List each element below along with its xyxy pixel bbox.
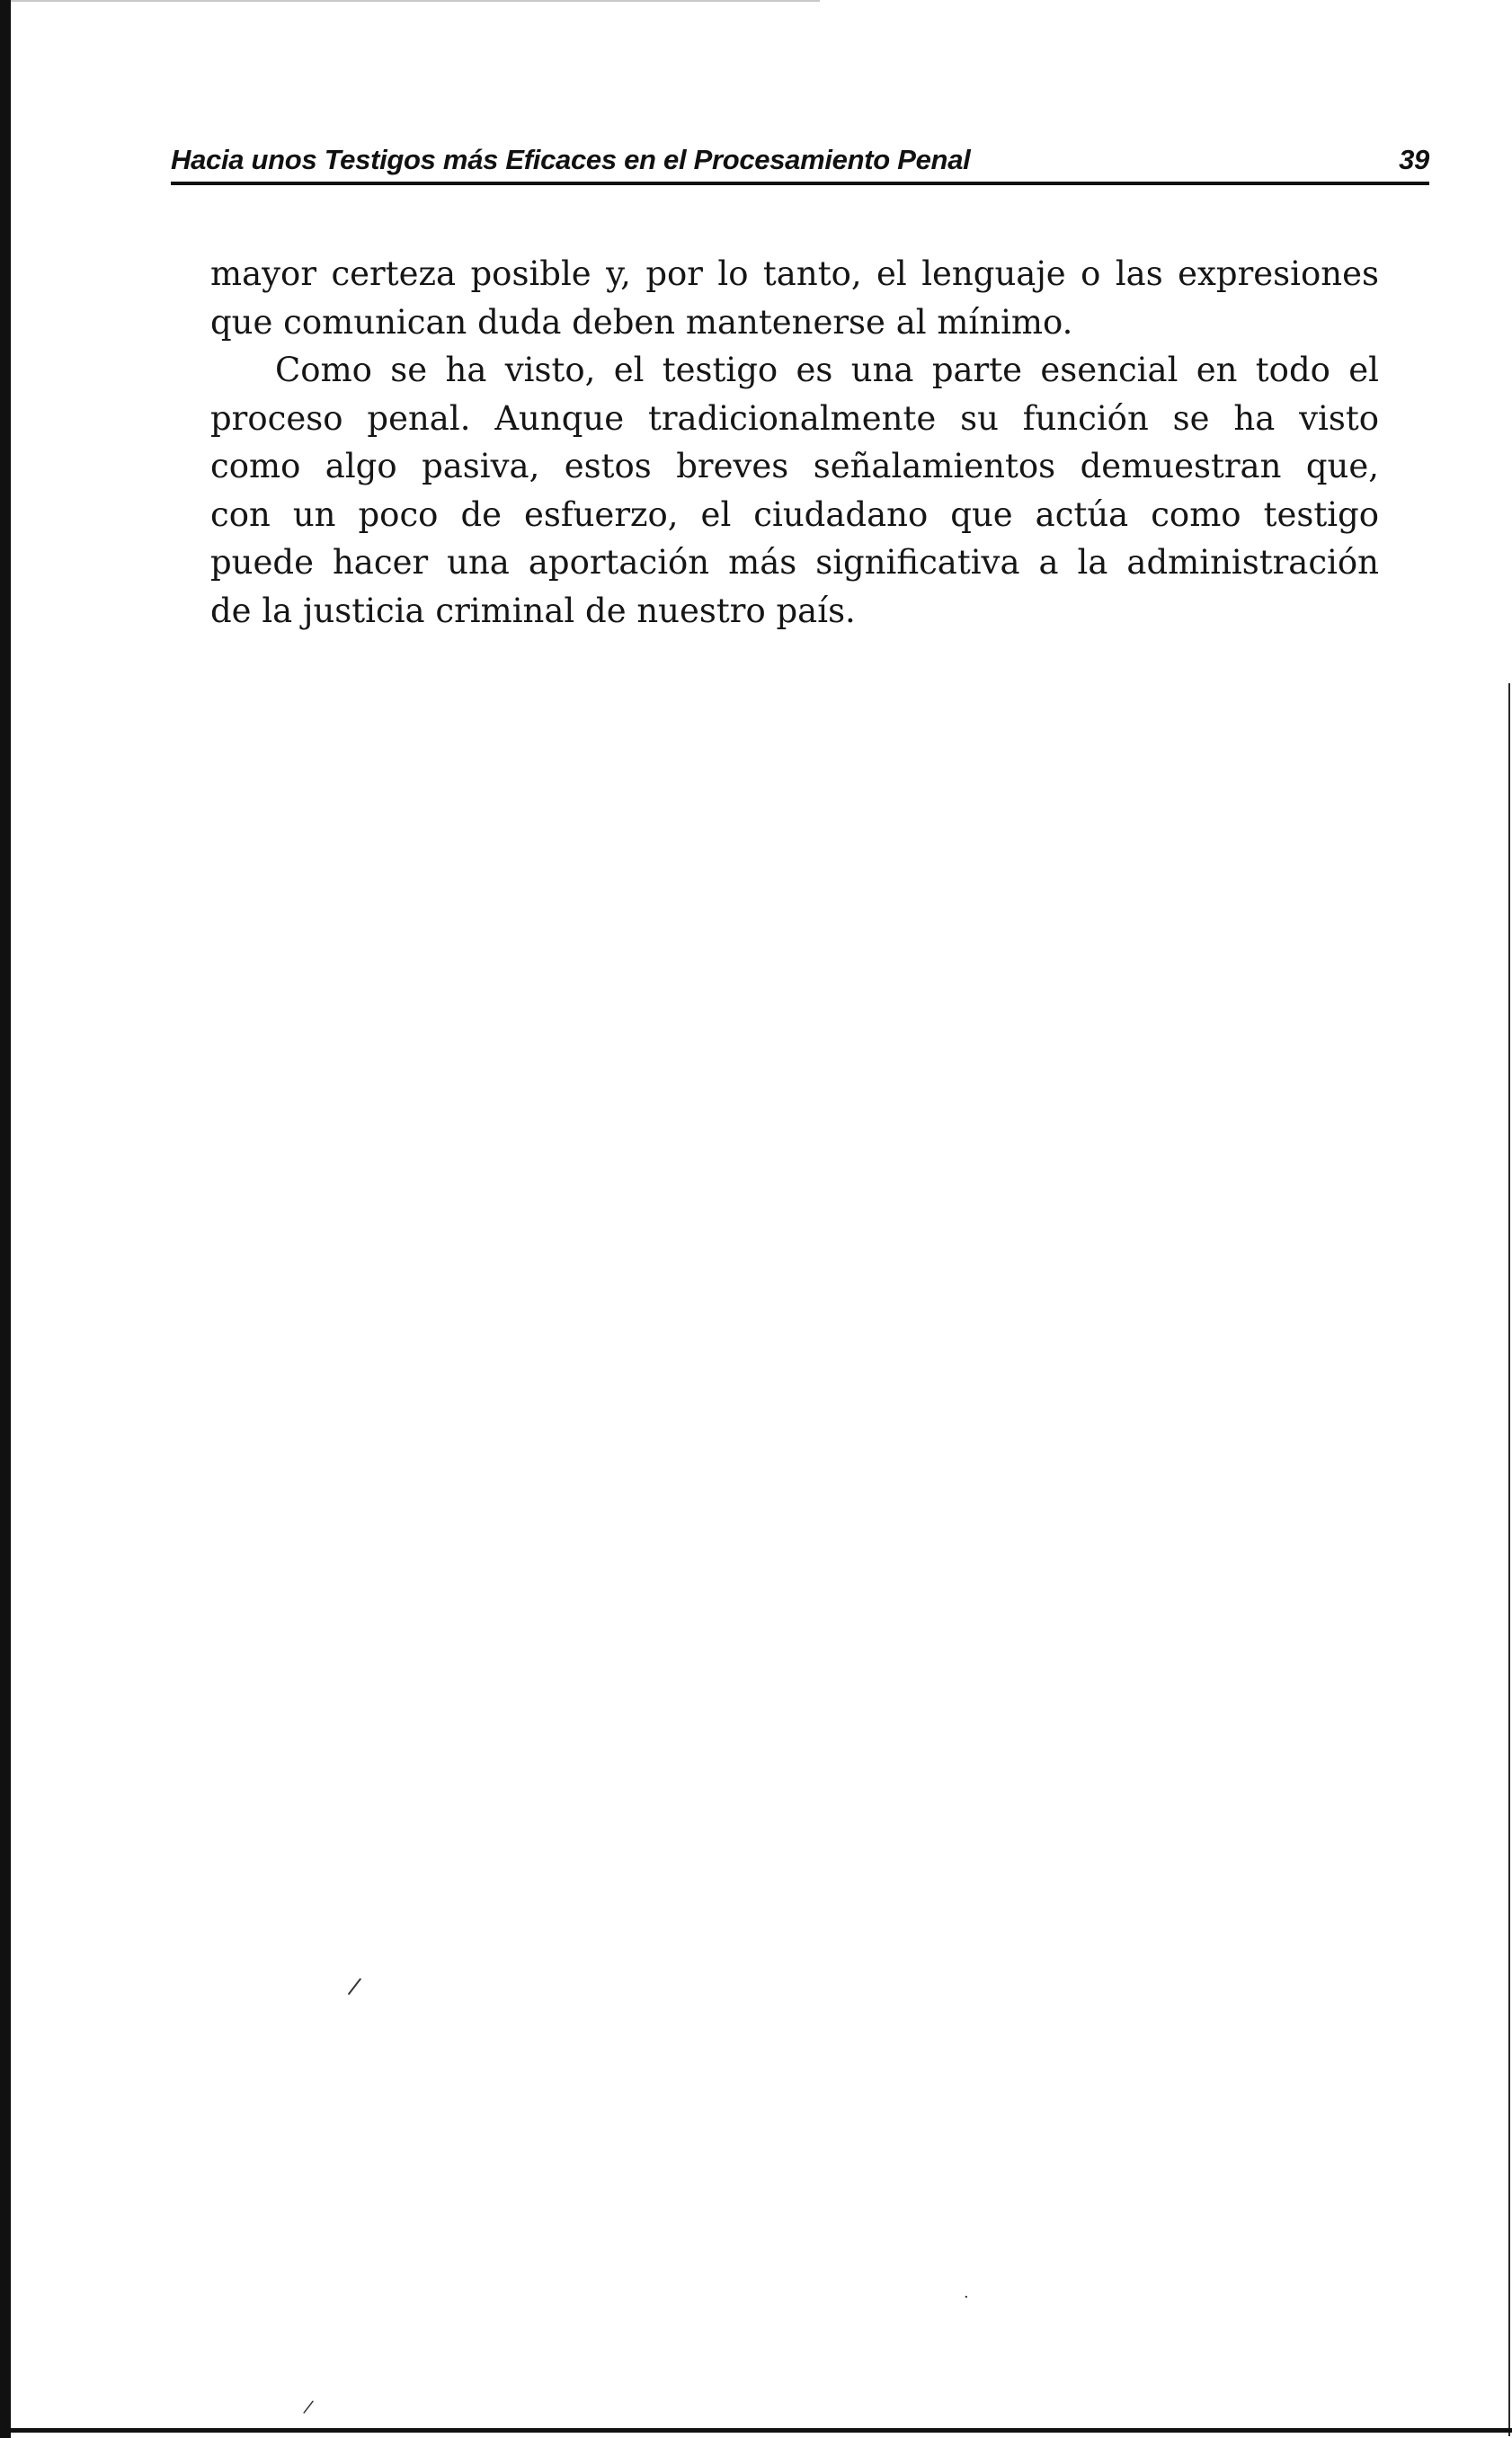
body-text <box>210 250 1379 635</box>
text-line: Como se ha visto, el testigo es una parte esencial en todo el <box>275 351 1379 389</box>
scan-left-edge <box>0 0 11 2438</box>
text-line: que comunican duda deben mantenerse al mínimo. <box>210 302 1073 342</box>
scan-speck: / <box>302 2395 316 2418</box>
paragraph-continuation <box>210 250 1379 346</box>
page-number: 39 <box>1399 144 1429 175</box>
text-line: de la justicia criminal de nuestro país. <box>210 591 856 630</box>
paragraph-conclusion <box>210 346 1379 635</box>
running-header-title: Hacia unos Testigos más Eficaces en el Procesamiento Penal <box>171 144 971 175</box>
scan-bottom-edge <box>11 2428 1512 2433</box>
scan-speck: / <box>346 1972 363 2001</box>
text-line: con un poco de esfuerzo, el ciudadano que actúa como testigo <box>210 494 1379 534</box>
header-rule <box>171 182 1429 185</box>
scan-top-edge <box>11 0 820 2</box>
text-line: como algo pasiva, estos breves señalamientos demuestran que, <box>210 447 1379 485</box>
running-header <box>171 144 1429 189</box>
scan-speck: · <box>964 2288 969 2307</box>
text-line: puede hacer una aportación más significativa a la administración <box>210 543 1379 582</box>
text-line: mayor certeza posible y, por lo tanto, el lenguaje o las expresiones <box>210 254 1379 293</box>
text-line: proceso penal. Aunque tradicionalmente su función se ha visto <box>210 398 1379 438</box>
scan-right-edge <box>1508 683 1510 2436</box>
